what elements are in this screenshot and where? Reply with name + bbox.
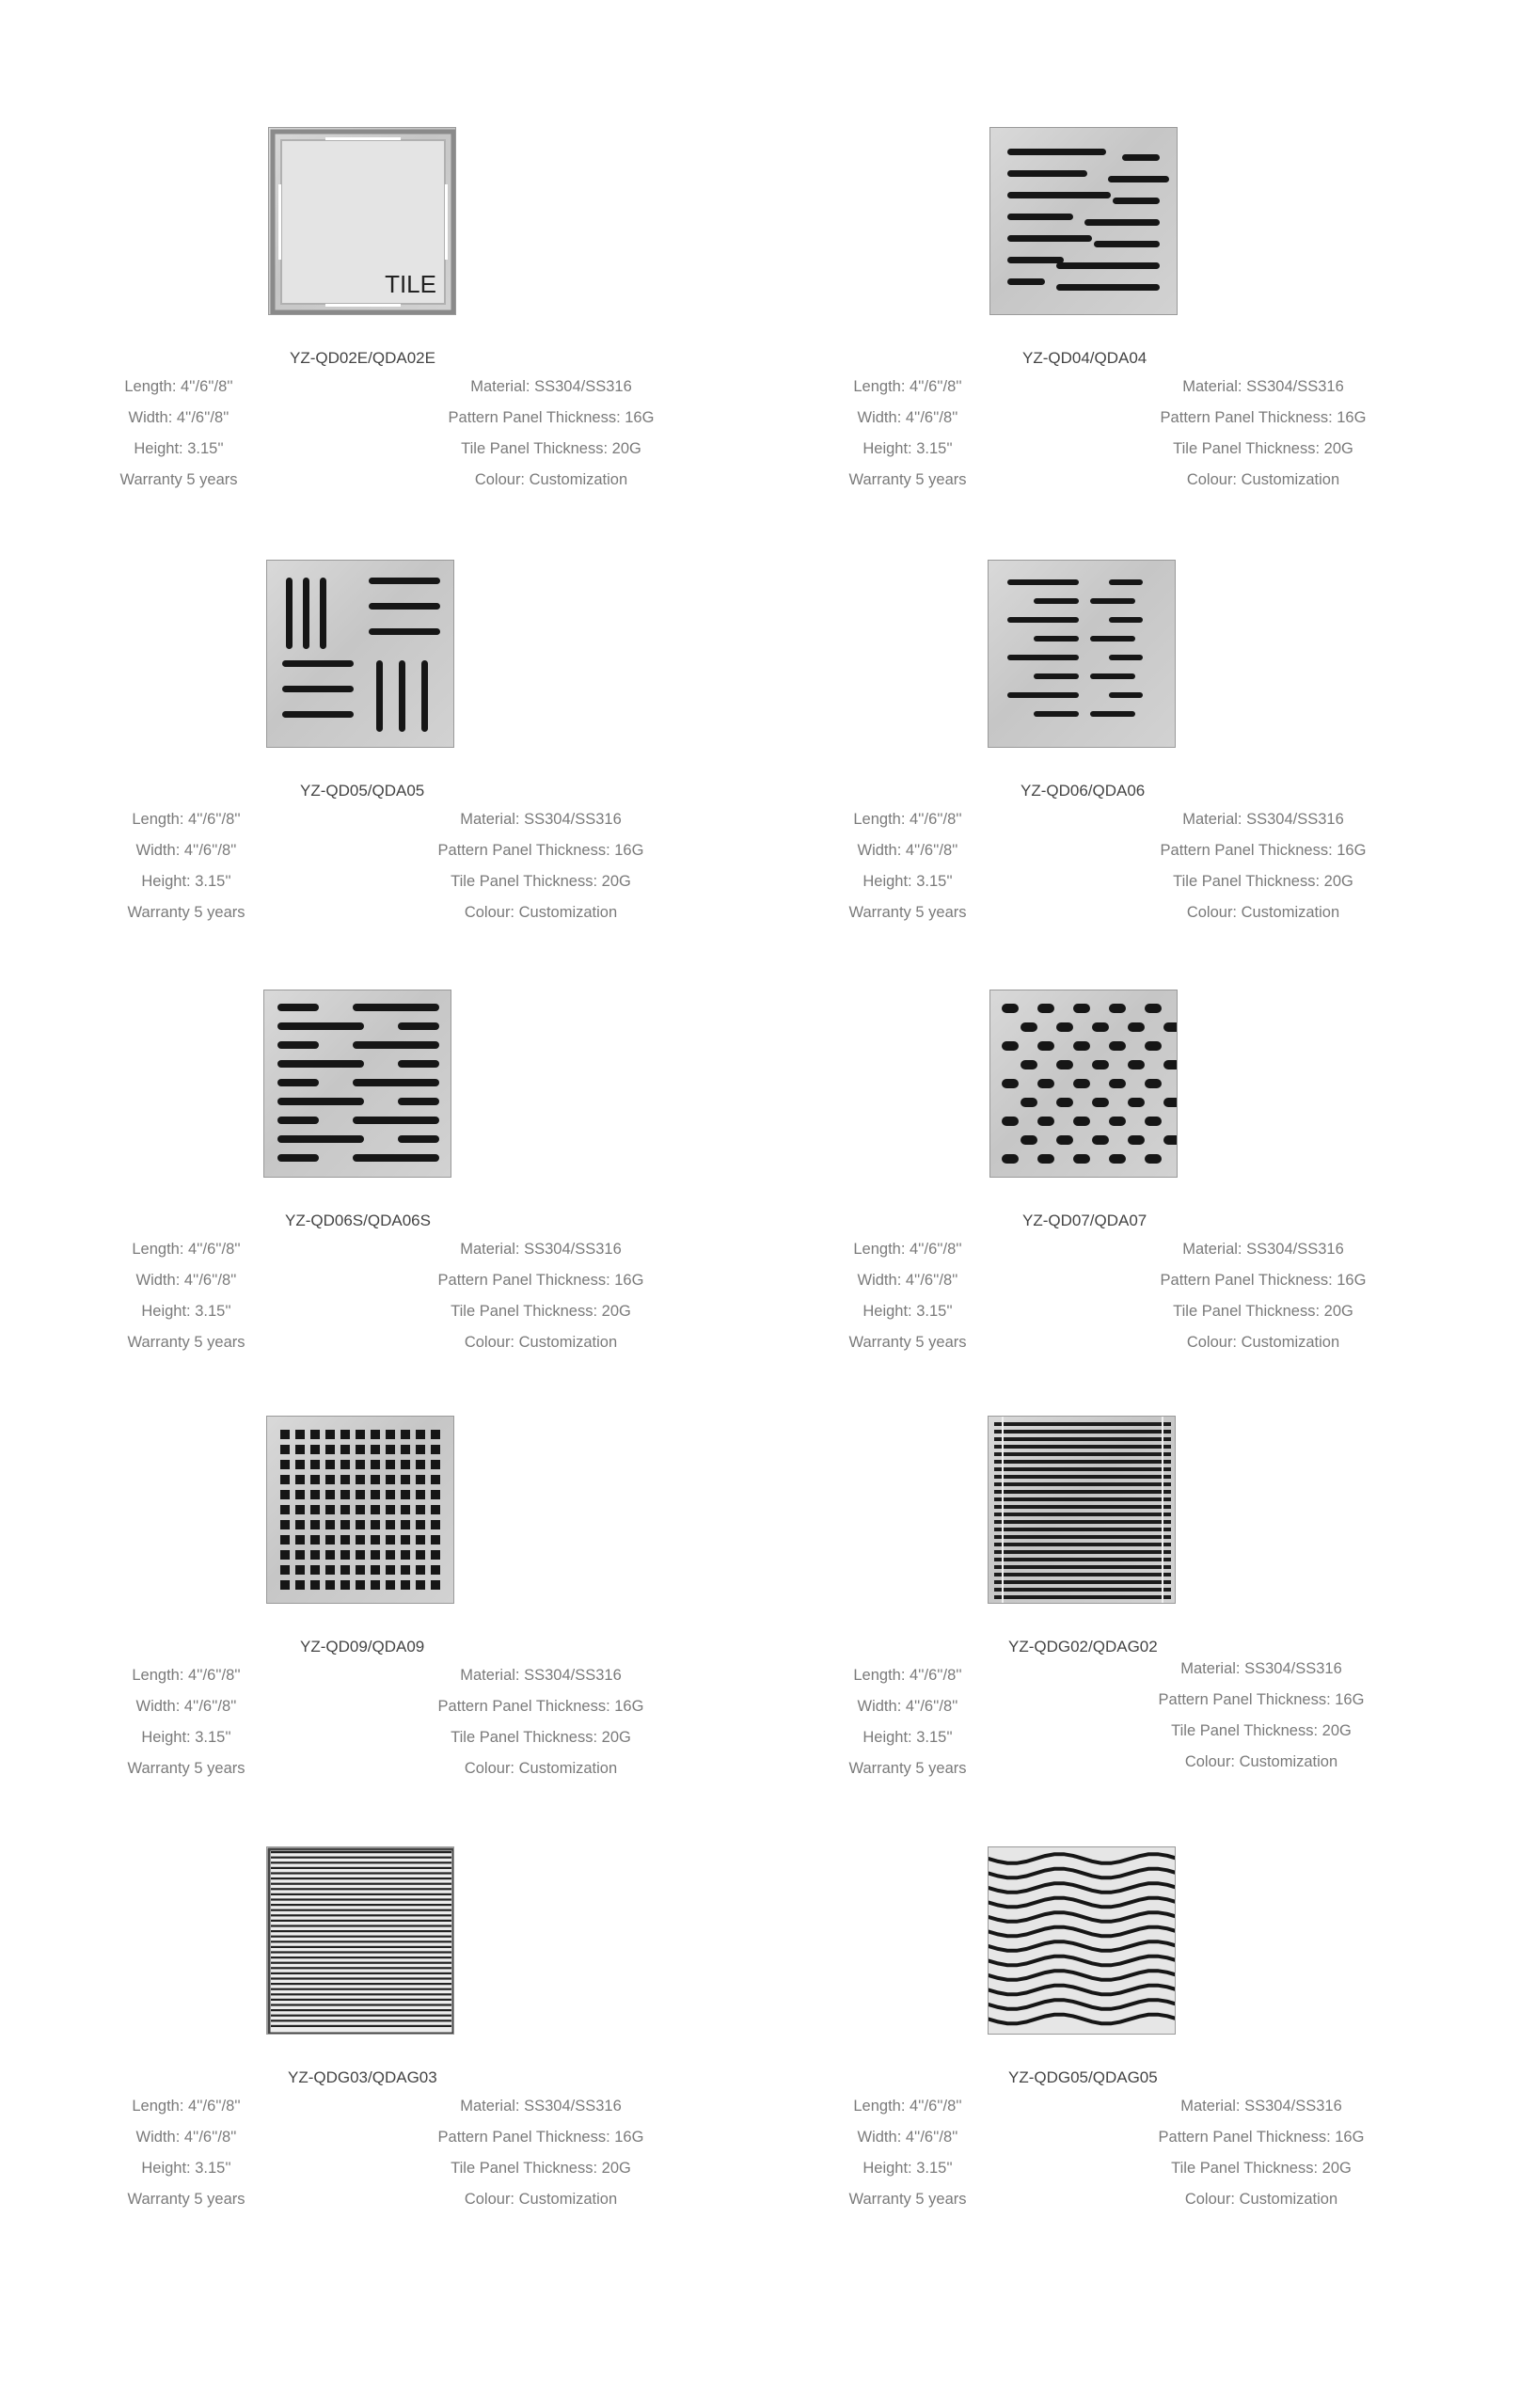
spec-pattern-thickness: Pattern Panel Thickness: 16G xyxy=(1160,409,1367,426)
product-card xyxy=(92,990,807,1385)
spec-width: Width: 4''/6''/8'' xyxy=(128,409,229,426)
spec-length: Length: 4''/6''/8'' xyxy=(853,1241,962,1258)
drain-thumbnail xyxy=(988,1846,1176,2035)
spec-pattern-thickness: Pattern Panel Thickness: 16G xyxy=(1160,842,1367,859)
drain-thumbnail xyxy=(988,1416,1176,1604)
spec-warranty: Warranty 5 years xyxy=(848,471,967,488)
spec-pattern-thickness: Pattern Panel Thickness: 16G xyxy=(437,1698,644,1715)
drain-grate-image xyxy=(989,561,1176,748)
dimension-specs xyxy=(92,804,280,928)
product-card xyxy=(814,1416,1519,1811)
spec-material: Material: SS304/SS316 xyxy=(460,2098,622,2115)
spec-width: Width: 4''/6''/8'' xyxy=(135,1698,237,1715)
material-specs xyxy=(1120,1654,1402,1778)
spec-length: Length: 4''/6''/8'' xyxy=(853,811,962,828)
spec-tile-thickness: Tile Panel Thickness: 20G xyxy=(1173,1303,1353,1320)
spec-material: Material: SS304/SS316 xyxy=(1182,811,1344,828)
svg-text:TILE: TILE xyxy=(385,270,436,298)
spec-warranty: Warranty 5 years xyxy=(127,1334,245,1351)
spec-width: Width: 4''/6''/8'' xyxy=(857,409,958,426)
spec-colour: Colour: Customization xyxy=(464,904,618,921)
model-number: YZ-QD09/QDA09 xyxy=(300,1638,425,1656)
spec-colour: Colour: Customization xyxy=(1184,2191,1338,2208)
drain-grate-image xyxy=(267,1847,454,2035)
dimension-specs xyxy=(92,1660,280,1784)
spec-length: Length: 4''/6''/8'' xyxy=(132,1241,241,1258)
dimension-specs xyxy=(814,2091,1002,2215)
material-specs xyxy=(400,2091,682,2215)
spec-colour: Colour: Customization xyxy=(464,1760,618,1777)
drain-grate-image xyxy=(267,1417,454,1604)
material-specs xyxy=(1122,804,1404,928)
spec-material: Material: SS304/SS316 xyxy=(460,811,622,828)
spec-material: Material: SS304/SS316 xyxy=(1182,378,1344,395)
product-card xyxy=(85,127,799,522)
spec-height: Height: 3.15'' xyxy=(141,1303,231,1320)
drain-grate-image xyxy=(990,990,1178,1178)
spec-warranty: Warranty 5 years xyxy=(119,471,238,488)
spec-material: Material: SS304/SS316 xyxy=(460,1667,622,1684)
spec-colour: Colour: Customization xyxy=(474,471,628,488)
product-card xyxy=(814,1846,1519,2242)
spec-colour: Colour: Customization xyxy=(1186,904,1340,921)
spec-material: Material: SS304/SS316 xyxy=(1180,2098,1342,2115)
spec-height: Height: 3.15'' xyxy=(862,2160,953,2177)
spec-tile-thickness: Tile Panel Thickness: 20G xyxy=(451,2160,631,2177)
spec-warranty: Warranty 5 years xyxy=(848,2191,967,2208)
dimension-specs xyxy=(814,372,1002,496)
spec-tile-thickness: Tile Panel Thickness: 20G xyxy=(1171,2160,1352,2177)
spec-colour: Colour: Customization xyxy=(1186,1334,1340,1351)
model-number: YZ-QD07/QDA07 xyxy=(1022,1212,1147,1229)
spec-colour: Colour: Customization xyxy=(1186,471,1340,488)
product-card xyxy=(92,1416,807,1811)
spec-length: Length: 4''/6''/8'' xyxy=(853,2098,962,2115)
spec-colour: Colour: Customization xyxy=(464,2191,618,2208)
drain-grate-image xyxy=(989,1417,1176,1604)
spec-length: Length: 4''/6''/8'' xyxy=(132,811,241,828)
spec-length: Length: 4''/6''/8'' xyxy=(132,1667,241,1684)
drain-grate-image xyxy=(990,128,1178,315)
spec-warranty: Warranty 5 years xyxy=(127,2191,245,2208)
spec-height: Height: 3.15'' xyxy=(862,873,953,890)
spec-length: Length: 4''/6''/8'' xyxy=(124,378,233,395)
dimension-specs xyxy=(814,804,1002,928)
product-card xyxy=(92,1846,807,2242)
spec-pattern-thickness: Pattern Panel Thickness: 16G xyxy=(448,409,655,426)
spec-warranty: Warranty 5 years xyxy=(127,904,245,921)
spec-length: Length: 4''/6''/8'' xyxy=(853,1667,962,1684)
spec-length: Length: 4''/6''/8'' xyxy=(853,378,962,395)
material-specs xyxy=(400,804,682,928)
drain-grate-image xyxy=(267,561,454,748)
spec-pattern-thickness: Pattern Panel Thickness: 16G xyxy=(437,2129,644,2146)
model-number: YZ-QDG03/QDAG03 xyxy=(288,2068,437,2086)
spec-tile-thickness: Tile Panel Thickness: 20G xyxy=(461,440,641,457)
drain-thumbnail xyxy=(989,990,1178,1178)
model-number: YZ-QDG02/QDAG02 xyxy=(1008,1638,1158,1656)
spec-height: Height: 3.15'' xyxy=(141,873,231,890)
drain-thumbnail xyxy=(266,1416,454,1604)
model-number: YZ-QD06/QDA06 xyxy=(1021,782,1146,800)
spec-warranty: Warranty 5 years xyxy=(848,1334,967,1351)
model-number: YZ-QD06S/QDA06S xyxy=(285,1212,431,1229)
material-specs xyxy=(410,372,692,496)
spec-tile-thickness: Tile Panel Thickness: 20G xyxy=(1173,440,1353,457)
spec-width: Width: 4''/6''/8'' xyxy=(857,1698,958,1715)
spec-material: Material: SS304/SS316 xyxy=(1180,1660,1342,1677)
spec-material: Material: SS304/SS316 xyxy=(460,1241,622,1258)
spec-height: Height: 3.15'' xyxy=(862,440,953,457)
dimension-specs xyxy=(92,1234,280,1358)
spec-tile-thickness: Tile Panel Thickness: 20G xyxy=(451,1303,631,1320)
spec-pattern-thickness: Pattern Panel Thickness: 16G xyxy=(1158,2129,1365,2146)
spec-colour: Colour: Customization xyxy=(1184,1753,1338,1770)
spec-pattern-thickness: Pattern Panel Thickness: 16G xyxy=(437,842,644,859)
spec-tile-thickness: Tile Panel Thickness: 20G xyxy=(1173,873,1353,890)
material-specs xyxy=(400,1660,682,1784)
spec-width: Width: 4''/6''/8'' xyxy=(135,842,237,859)
spec-height: Height: 3.15'' xyxy=(862,1729,953,1746)
drain-thumbnail xyxy=(989,127,1178,315)
dimension-specs xyxy=(814,1660,1002,1784)
product-card xyxy=(814,560,1519,955)
spec-height: Height: 3.15'' xyxy=(862,1303,953,1320)
spec-tile-thickness: Tile Panel Thickness: 20G xyxy=(451,1729,631,1746)
spec-width: Width: 4''/6''/8'' xyxy=(135,1272,237,1289)
spec-tile-thickness: Tile Panel Thickness: 20G xyxy=(451,873,631,890)
drain-grate-image xyxy=(269,128,456,315)
drain-thumbnail xyxy=(263,990,451,1178)
spec-length: Length: 4''/6''/8'' xyxy=(132,2098,241,2115)
spec-height: Height: 3.15'' xyxy=(141,2160,231,2177)
spec-warranty: Warranty 5 years xyxy=(127,1760,245,1777)
model-number: YZ-QD02E/QDA02E xyxy=(290,349,435,367)
spec-width: Width: 4''/6''/8'' xyxy=(857,2129,958,2146)
model-number: YZ-QD05/QDA05 xyxy=(300,782,425,800)
product-card xyxy=(814,990,1519,1385)
drain-grate-image xyxy=(989,1847,1176,2035)
spec-width: Width: 4''/6''/8'' xyxy=(857,1272,958,1289)
drain-grate-image xyxy=(264,990,451,1178)
spec-colour: Colour: Customization xyxy=(464,1334,618,1351)
product-card xyxy=(92,560,807,955)
spec-width: Width: 4''/6''/8'' xyxy=(857,842,958,859)
drain-thumbnail xyxy=(268,127,456,315)
material-specs xyxy=(1120,2091,1402,2215)
spec-material: Material: SS304/SS316 xyxy=(470,378,632,395)
spec-warranty: Warranty 5 years xyxy=(848,904,967,921)
material-specs xyxy=(1122,372,1404,496)
product-card xyxy=(814,127,1519,522)
spec-tile-thickness: Tile Panel Thickness: 20G xyxy=(1171,1722,1352,1739)
spec-pattern-thickness: Pattern Panel Thickness: 16G xyxy=(1158,1691,1365,1708)
spec-height: Height: 3.15'' xyxy=(141,1729,231,1746)
material-specs xyxy=(400,1234,682,1358)
model-number: YZ-QDG05/QDAG05 xyxy=(1008,2068,1158,2086)
drain-thumbnail xyxy=(988,560,1176,748)
dimension-specs xyxy=(92,2091,280,2215)
spec-pattern-thickness: Pattern Panel Thickness: 16G xyxy=(437,1272,644,1289)
spec-material: Material: SS304/SS316 xyxy=(1182,1241,1344,1258)
dimension-specs xyxy=(814,1234,1002,1358)
dimension-specs xyxy=(85,372,273,496)
drain-thumbnail xyxy=(266,560,454,748)
material-specs xyxy=(1122,1234,1404,1358)
spec-warranty: Warranty 5 years xyxy=(848,1760,967,1777)
model-number: YZ-QD04/QDA04 xyxy=(1022,349,1147,367)
spec-pattern-thickness: Pattern Panel Thickness: 16G xyxy=(1160,1272,1367,1289)
spec-height: Height: 3.15'' xyxy=(134,440,224,457)
spec-width: Width: 4''/6''/8'' xyxy=(135,2129,237,2146)
drain-thumbnail xyxy=(266,1846,454,2035)
